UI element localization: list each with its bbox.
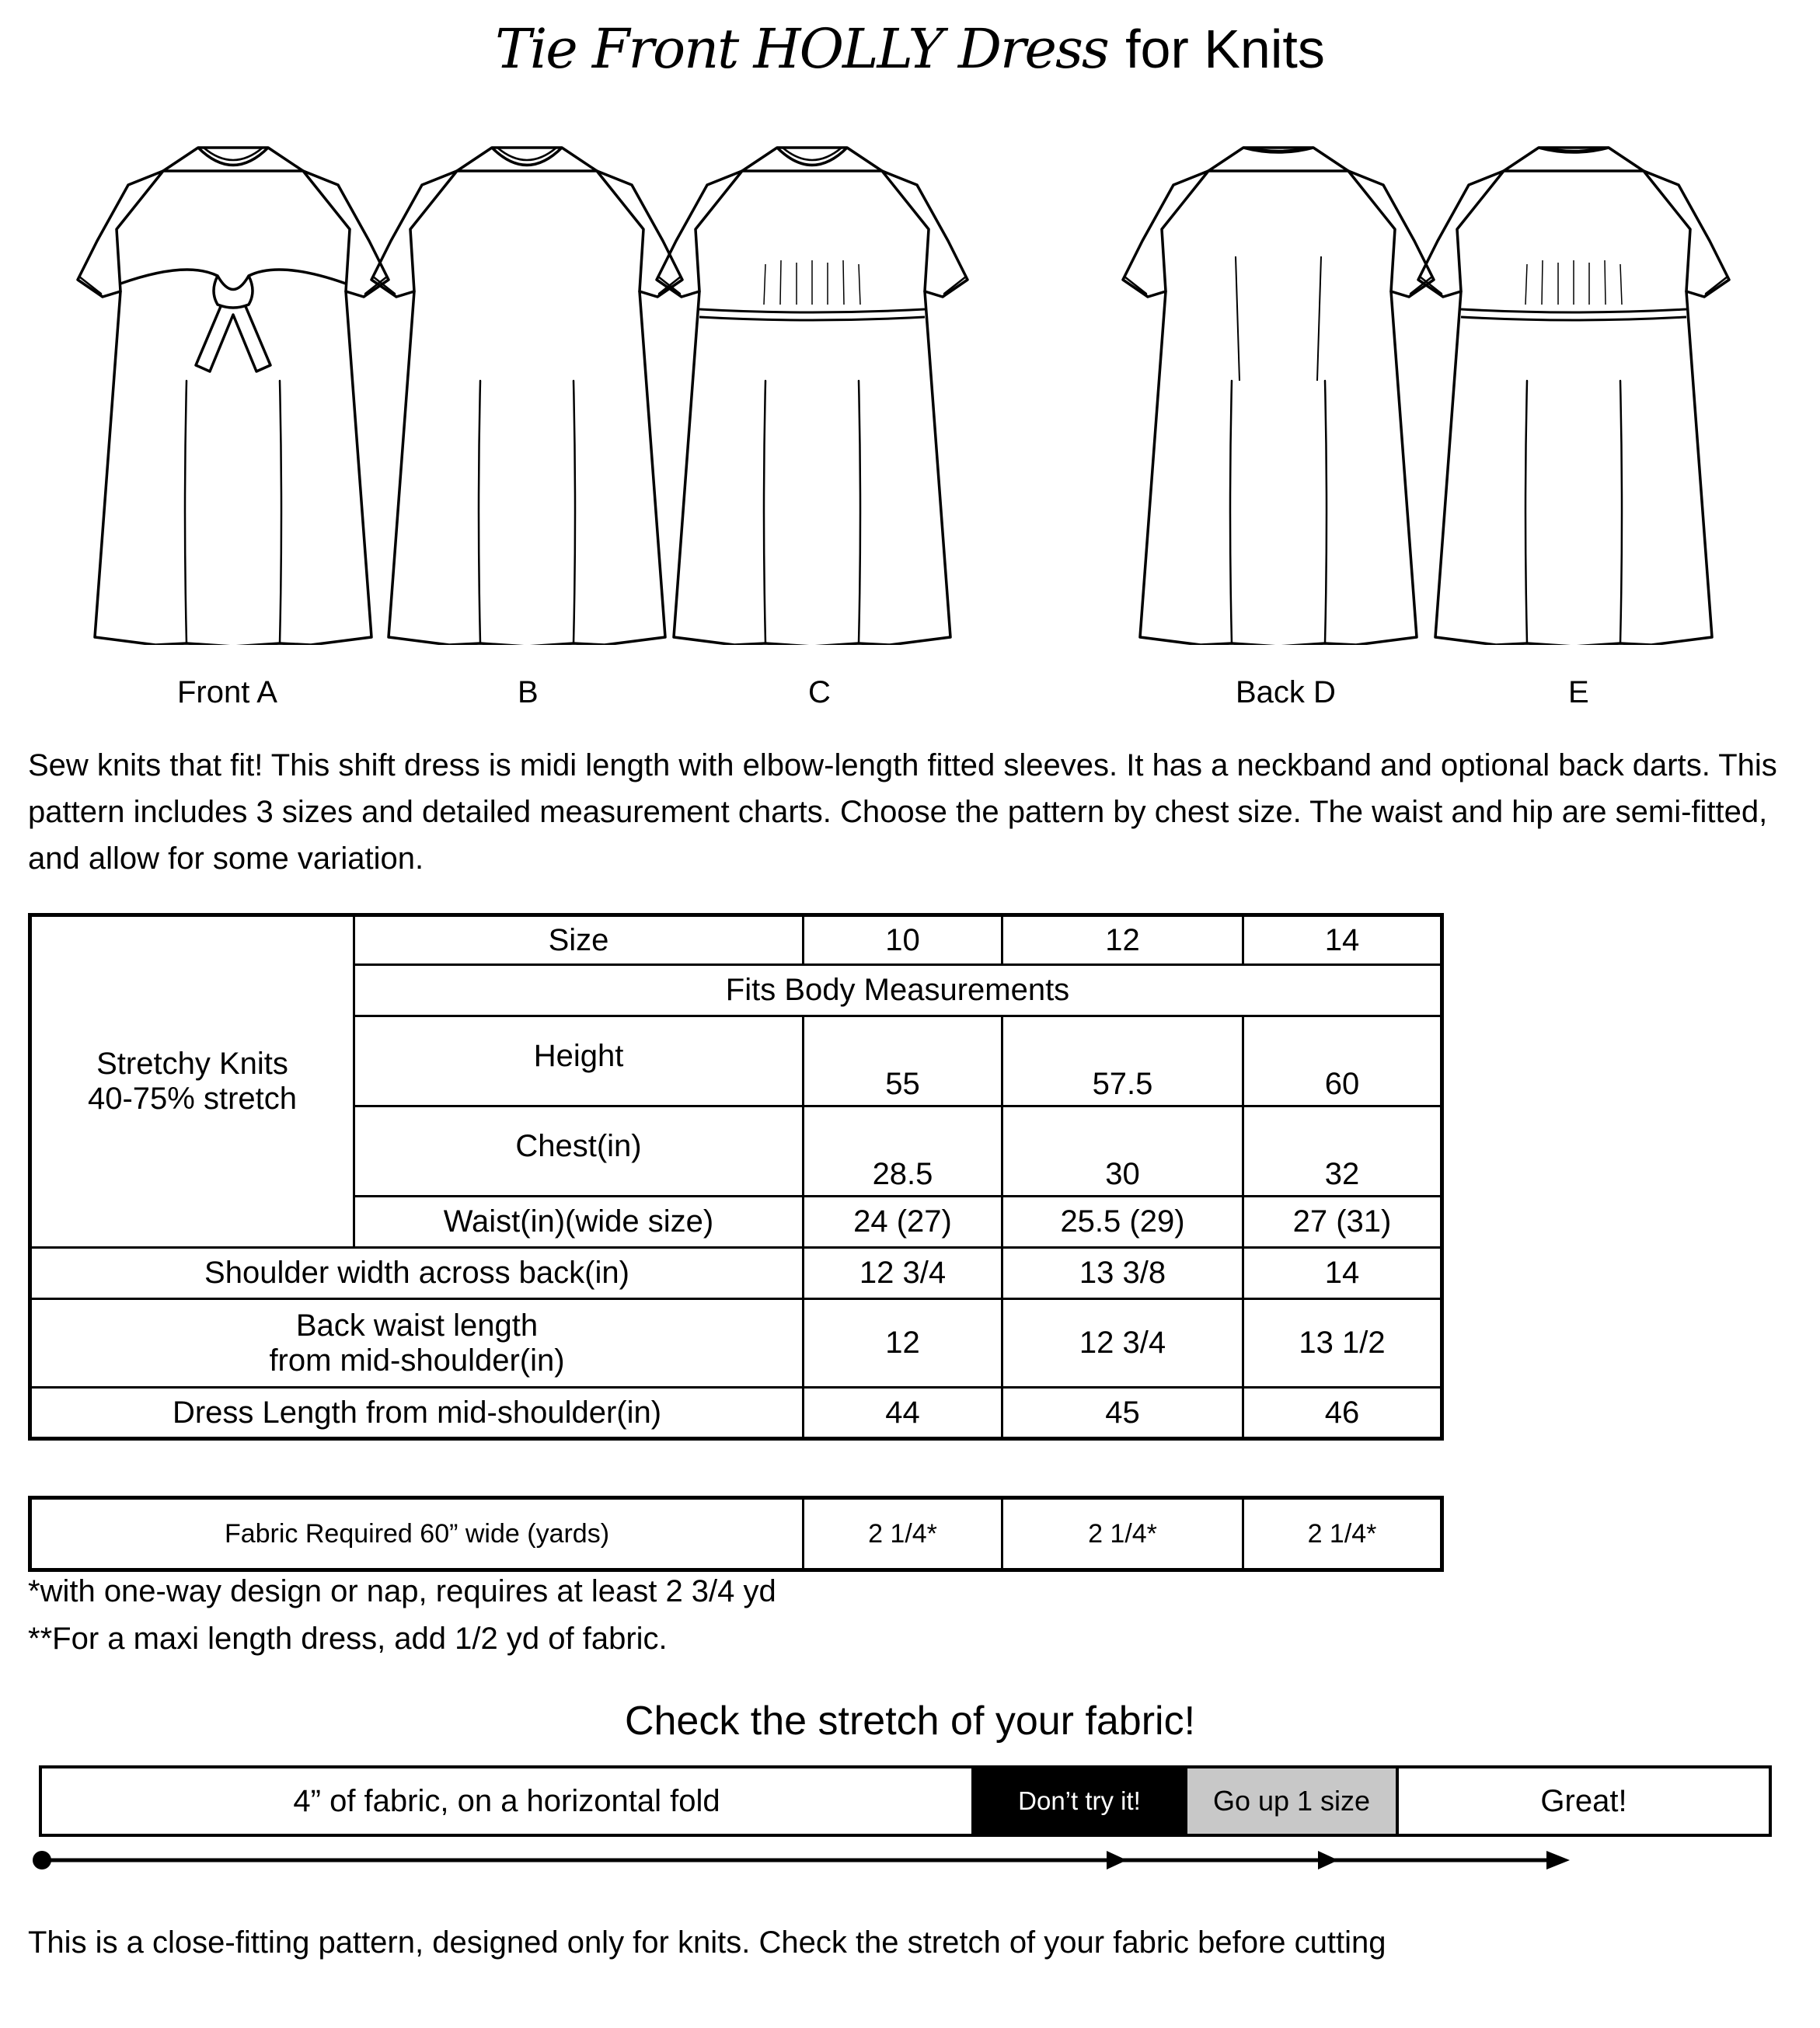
- cell-value: 28.5: [804, 1106, 1002, 1197]
- dress-c: [657, 148, 968, 645]
- fabric-label: Fabric Required 60” wide (yards): [30, 1498, 804, 1570]
- description: Sew knits that fit! This shift dress is midi length with elbow-length fitted sleeves. It has a neckband and optional back darts. This pattern includes 3 sizes and detailed measurement charts. Choose the pattern by chest size. The waist and hip are semi-fitted, and allow for some variation.: [28, 748, 1777, 876]
- view-label-c: C: [808, 675, 831, 709]
- fabric-value-14: 2 1/4*: [1243, 1498, 1442, 1570]
- cell-value: 12: [804, 1299, 1002, 1388]
- arrow-head-great: [1546, 1851, 1570, 1869]
- fits-heading: Fits Body Measurements: [354, 965, 1442, 1016]
- dress-front-a: [78, 148, 389, 645]
- cell-value: 44: [804, 1388, 1002, 1439]
- stretch-arrow: [23, 1843, 1578, 1882]
- stretch-range: 40-75% stretch: [87, 1082, 298, 1116]
- fabric-value-10: 2 1/4*: [804, 1498, 1002, 1570]
- row-label-shoulder: Shoulder width across back(in): [30, 1248, 804, 1299]
- cell-value: 14: [1243, 1248, 1442, 1299]
- dress-back-d: [1123, 148, 1434, 645]
- size-label: Size: [354, 915, 804, 965]
- dress-illustrations: [0, 117, 1820, 645]
- stretch-segment-fold: 4” of fabric, on a horizontal fold: [293, 1783, 720, 1818]
- view-label-front-a: Front A: [177, 675, 277, 709]
- cell-value: 27 (31): [1243, 1197, 1442, 1248]
- cell-value: 12 3/4: [1002, 1299, 1243, 1388]
- cell-value: 60: [1243, 1016, 1442, 1106]
- cell-value: 46: [1243, 1388, 1442, 1439]
- title-plain: for Knits: [1125, 19, 1325, 79]
- row-label-back-waist-line2: from mid-shoulder(in): [269, 1343, 565, 1378]
- stretch-segment-great: Great!: [1540, 1783, 1627, 1818]
- view-label-e: E: [1568, 675, 1589, 709]
- row-label-dress-length: Dress Length from mid-shoulder(in): [30, 1388, 804, 1439]
- cell-value: 13 3/8: [1002, 1248, 1243, 1299]
- cell-value: 25.5 (29): [1002, 1197, 1243, 1248]
- stretch-segment-go-up: Go up 1 size: [1187, 1768, 1399, 1834]
- size-table: [28, 913, 1444, 1441]
- arrow-head-dont-try: [1107, 1851, 1127, 1869]
- cell-value: 30: [1002, 1106, 1243, 1197]
- size-12: 12: [1002, 915, 1243, 965]
- row-label-chest: Chest(in): [354, 1106, 804, 1197]
- cell-value: 32: [1243, 1106, 1442, 1197]
- note-maxi: **For a maxi length dress, add 1/2 yd of fabric.: [28, 1622, 668, 1656]
- dress-b: [371, 148, 682, 645]
- footer-note: This is a close-fitting pattern, designed only for knits. Check the stretch of your fabric before cutting: [28, 1925, 1386, 1960]
- row-label-back-waist-line1: Back waist length: [295, 1308, 539, 1343]
- page-title: [0, 14, 1820, 84]
- row-label-waist: Waist(in)(wide size): [354, 1197, 804, 1248]
- cell-value: 13 1/2: [1243, 1299, 1442, 1388]
- stretch-segment-dont-try: Don’t try it!: [971, 1768, 1187, 1834]
- stretch-scale: [39, 1765, 1772, 1837]
- notes: [28, 1568, 776, 1663]
- arrow-head-go-up: [1318, 1851, 1338, 1869]
- cell-value: 45: [1002, 1388, 1243, 1439]
- size-10: 10: [804, 915, 1002, 965]
- cell-value: 12 3/4: [804, 1248, 1002, 1299]
- fabric-type: Stretchy Knits: [96, 1047, 288, 1081]
- row-label-back-waist: [30, 1299, 804, 1388]
- cell-value: 55: [804, 1016, 1002, 1106]
- view-label-back-d: Back D: [1236, 675, 1336, 709]
- row-label-height: Height: [354, 1016, 804, 1106]
- fabric-value-12: 2 1/4*: [1002, 1498, 1243, 1570]
- size-14: 14: [1243, 915, 1442, 965]
- dress-e: [1418, 148, 1729, 645]
- fabric-table: [28, 1496, 1444, 1572]
- cell-value: 24 (27): [804, 1197, 1002, 1248]
- fabric-type-cell: [30, 915, 354, 1248]
- view-label-b: B: [518, 675, 539, 709]
- cell-value: 57.5: [1002, 1016, 1243, 1106]
- note-one-way: *with one-way design or nap, requires at least 2 3/4 yd: [28, 1574, 776, 1608]
- title-script: Tie Front HOLLY Dress: [495, 17, 1108, 81]
- stretch-check-heading: Check the stretch of your fabric!: [624, 1699, 1196, 1744]
